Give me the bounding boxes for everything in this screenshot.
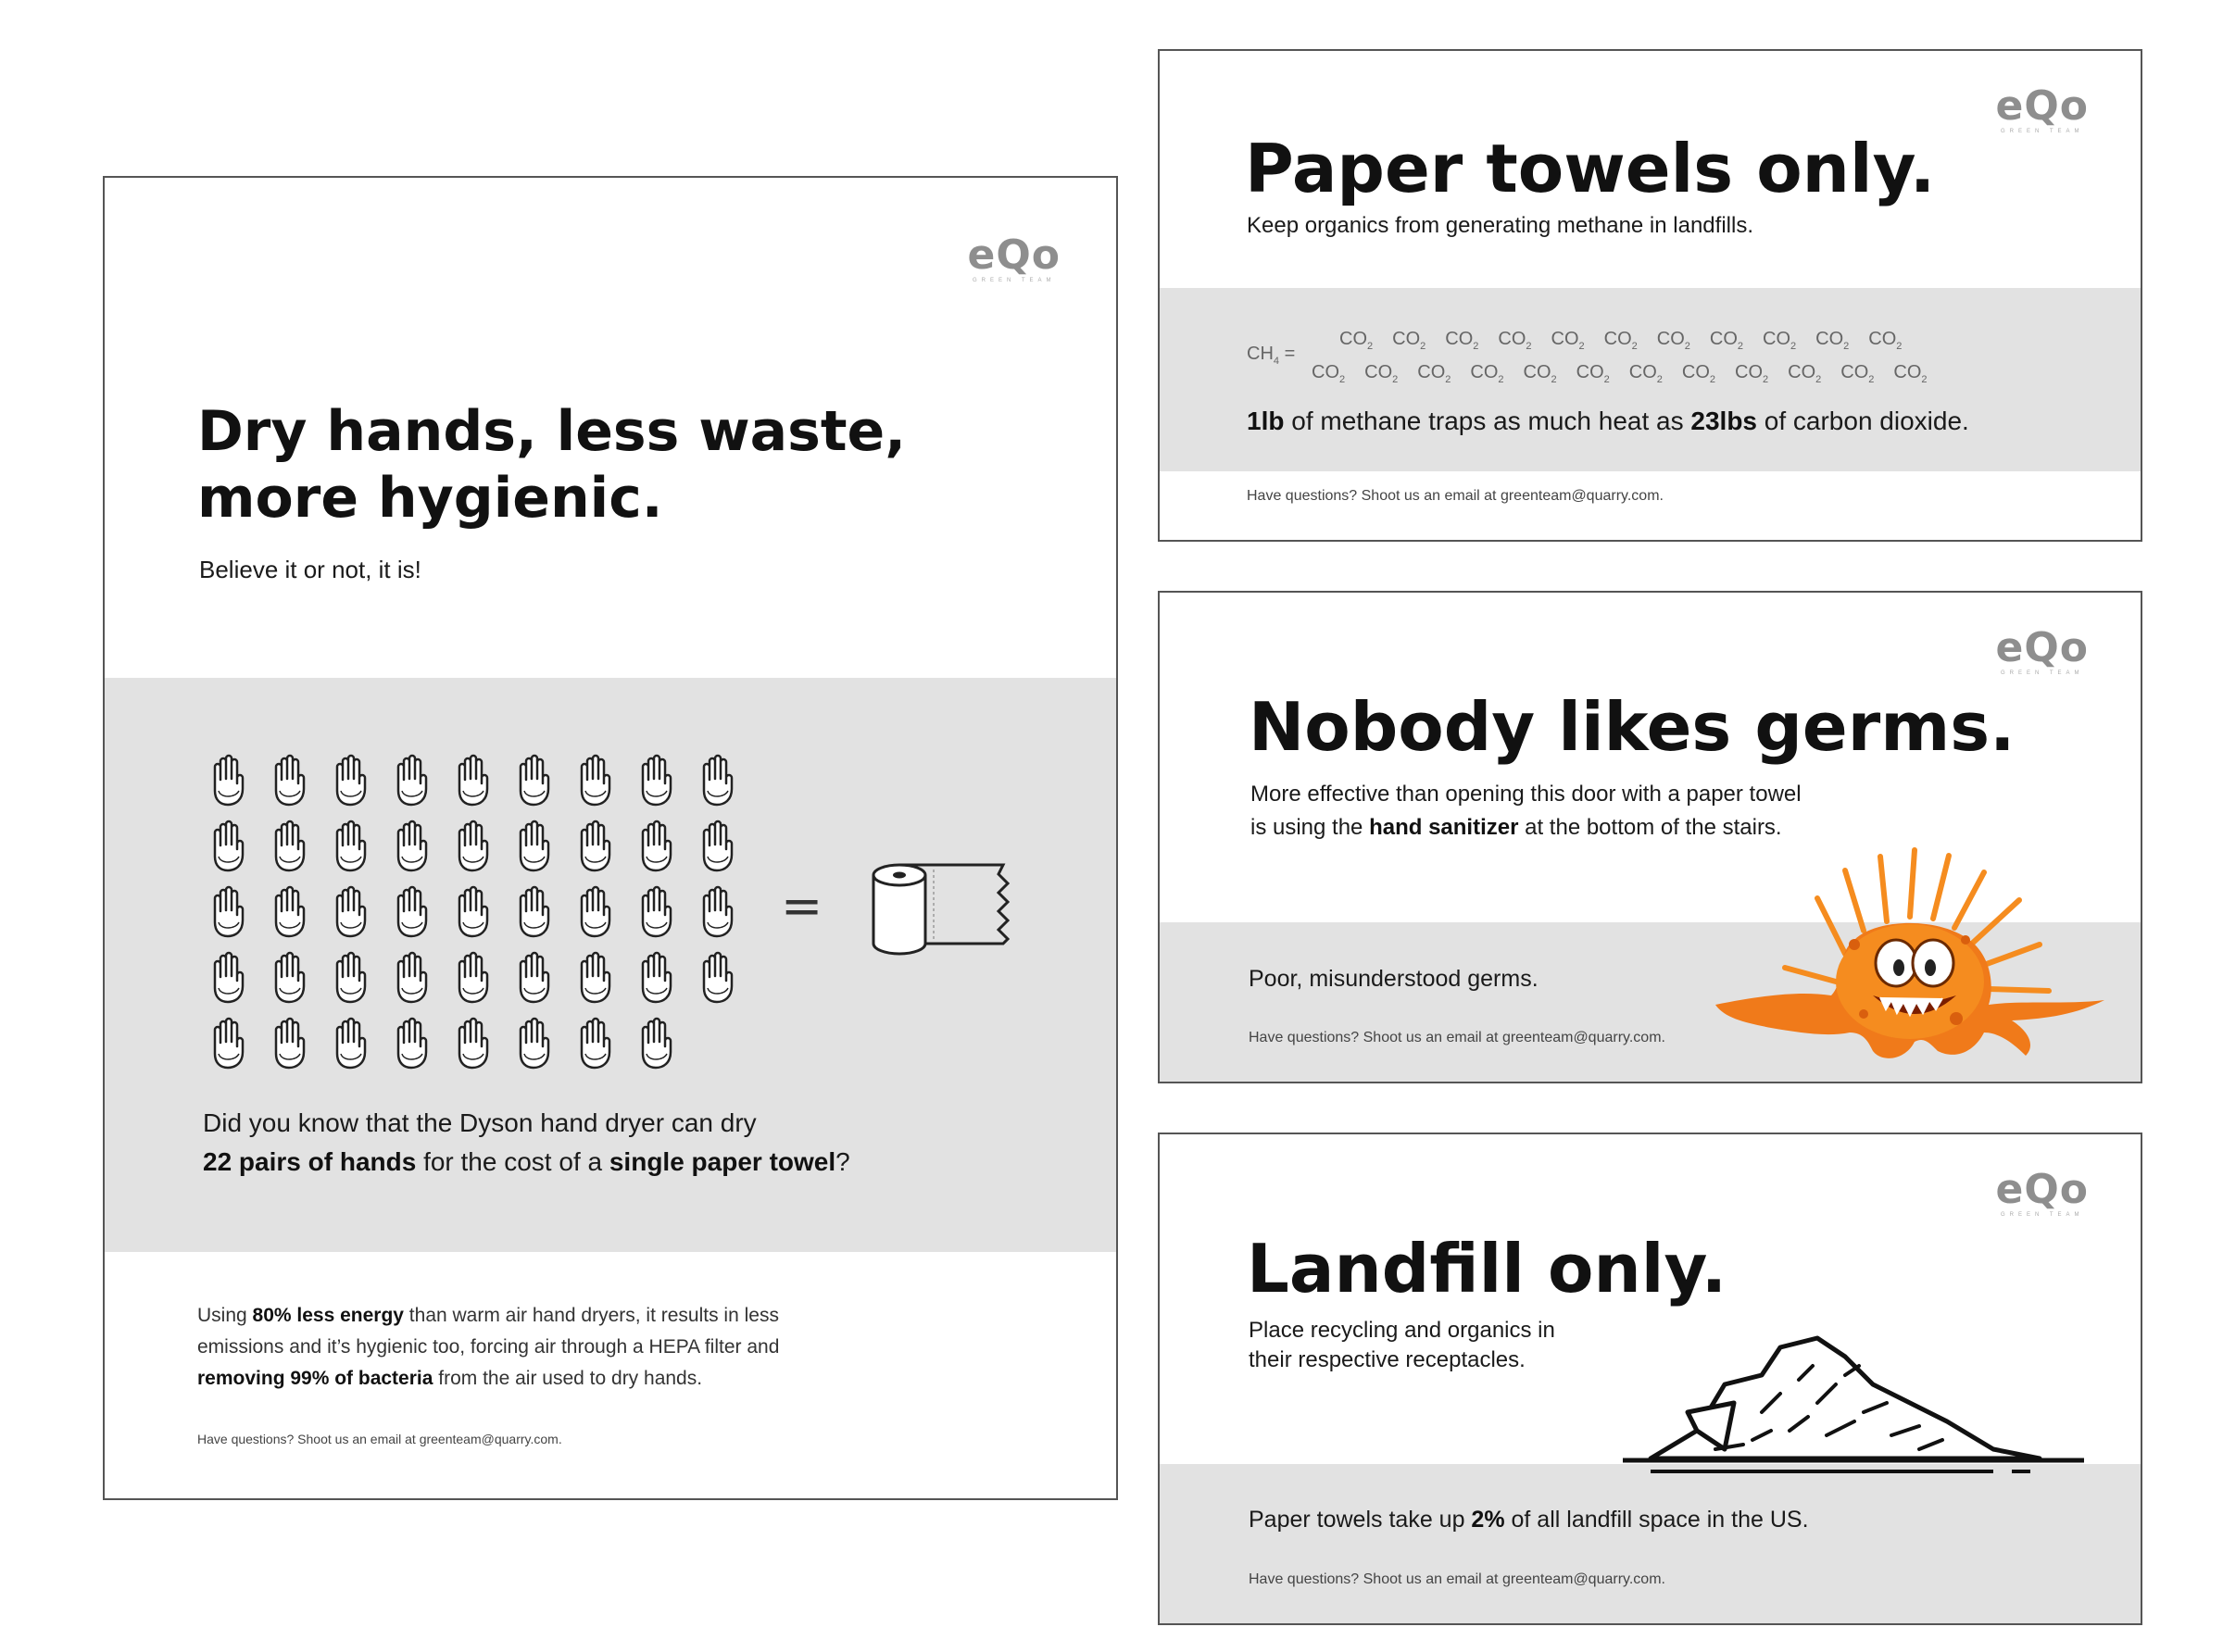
co2-molecule: $CO_2$ [1840,362,1875,385]
co2-molecule: $CO_2$ [1893,362,1928,385]
co2-molecule: $CO_2$ [1709,329,1743,352]
hand-icon [258,879,320,945]
card2-description: More effective than opening this door with a paper towel is using the hand sanitizer at the bottom of the stairs. [1250,782,1802,840]
hand-icon [381,1010,442,1076]
hand-icon [625,1010,686,1076]
hand-icon [686,747,747,813]
poster-title: Dry hands, less waste, more hygienic. [197,399,907,531]
co2-molecule: $CO_2$ [1628,362,1663,385]
co2-molecule: $CO_2$ [1364,362,1399,385]
co2-molecule: $CO_2$ [1470,362,1504,385]
hand-icon [258,1010,320,1076]
hand-icon [686,879,747,945]
co2-row-top [1339,329,1902,352]
poster-fact: Did you know that the Dyson hand dryer can dry 22 pairs of hands for the cost of a single paper towel? [203,1108,850,1176]
co2-molecule: $CO_2$ [1498,329,1532,352]
hand-icon [442,747,503,813]
landfill-pile-icon [1623,1329,2086,1486]
eqo-logo: eQo GREEN TEAM [1995,624,2089,676]
hand-icon [564,747,625,813]
hand-icon [625,879,686,945]
hand-icon [381,747,442,813]
card3-band [1160,1464,2141,1625]
hand-icon [442,813,503,879]
hand-icon [258,813,320,879]
hand-icon [258,747,320,813]
poster-footer: Have questions? Shoot us an email at greenteam@quarry.com. [197,1432,562,1446]
hand-icon [197,945,258,1010]
co2-molecule: $CO_2$ [1417,362,1451,385]
germs-card [1158,591,2142,1083]
co2-row-bottom [1312,362,1928,385]
hand-icon [442,1010,503,1076]
card3-description: Place recycling and organics in their respective receptacles. [1249,1318,1555,1372]
card1-footer: Have questions? Shoot us an email at greenteam@quarry.com. [1247,488,1664,504]
hand-icon [320,813,381,879]
card1-fact: 1lb of methane traps as much heat as 23lbs of carbon dioxide. [1247,407,1969,435]
hand-icon [381,879,442,945]
card3-footer: Have questions? Shoot us an email at greenteam@quarry.com. [1249,1571,1665,1587]
poster-body: Using 80% less energy than warm air hand dryers, it results in less emissions and it’s hygienic too, forcing air through a HEPA filter and removing 99% of bacteria from the air used to dry hands. [197,1305,780,1389]
hand-icon [258,945,320,1010]
ch4-formula: $CH_4$ = [1247,344,1296,367]
co2-molecule: $CO_2$ [1523,362,1557,385]
eqo-logo: eQo GREEN TEAM [1995,82,2089,134]
co2-molecule: $CO_2$ [1763,329,1797,352]
hand-icon [625,747,686,813]
paper-towel-roll-icon [869,858,1012,960]
hand-icon [625,945,686,1010]
co2-molecule: $CO_2$ [1868,329,1903,352]
hand-icon [686,813,747,879]
hand-icon [197,879,258,945]
hand-icon [564,945,625,1010]
co2-molecule: $CO_2$ [1735,362,1769,385]
co2-molecule: $CO_2$ [1339,329,1374,352]
eqo-logo: eQo GREEN TEAM [967,232,1061,283]
co2-molecule: $CO_2$ [1576,362,1610,385]
hand-icon [503,879,564,945]
card1-title: Paper towels only. [1245,130,1936,207]
hand-icon [381,813,442,879]
co2-molecule: $CO_2$ [1312,362,1346,385]
hand-dryer-poster [103,176,1118,1500]
hand-icon [320,1010,381,1076]
hands-grid [197,747,747,1076]
eqo-logo: eQo GREEN TEAM [1995,1166,2089,1218]
landfill-card [1158,1133,2142,1625]
card2-title: Nobody likes germs. [1249,688,2016,766]
germ-monster-icon [1706,843,2114,1065]
co2-molecule: $CO_2$ [1445,329,1479,352]
co2-molecule: $CO_2$ [1551,329,1585,352]
co2-molecule: $CO_2$ [1815,329,1850,352]
hand-icon [625,813,686,879]
hand-icon [564,813,625,879]
hand-icon [320,945,381,1010]
paper-towels-card [1158,49,2142,542]
card2-band-text: Poor, misunderstood germs. [1249,966,1539,992]
co2-molecule: $CO_2$ [1603,329,1638,352]
hand-icon [197,747,258,813]
co2-molecule: $CO_2$ [1681,362,1715,385]
hand-icon [503,813,564,879]
hand-icon [503,945,564,1010]
card1-subtitle: Keep organics from generating methane in landfills. [1247,213,1753,238]
hand-icon [442,945,503,1010]
hand-icon [320,879,381,945]
hand-icon [197,813,258,879]
hand-icon [503,747,564,813]
poster-subtitle: Believe it or not, it is! [199,556,421,583]
co2-molecule: $CO_2$ [1392,329,1426,352]
hand-icon [381,945,442,1010]
hand-icon [564,1010,625,1076]
card3-fact: Paper towels take up 2% of all landfill space in the US. [1249,1507,1809,1533]
hand-icon [442,879,503,945]
equals-sign: = [781,877,823,935]
hand-icon [503,1010,564,1076]
card3-title: Landfill only. [1247,1230,1727,1308]
card2-footer: Have questions? Shoot us an email at greenteam@quarry.com. [1249,1030,1665,1045]
hand-icon [686,945,747,1010]
co2-molecule: $CO_2$ [1656,329,1690,352]
co2-molecule: $CO_2$ [1788,362,1822,385]
hand-icon [564,879,625,945]
hand-icon [197,1010,258,1076]
hand-icon [320,747,381,813]
